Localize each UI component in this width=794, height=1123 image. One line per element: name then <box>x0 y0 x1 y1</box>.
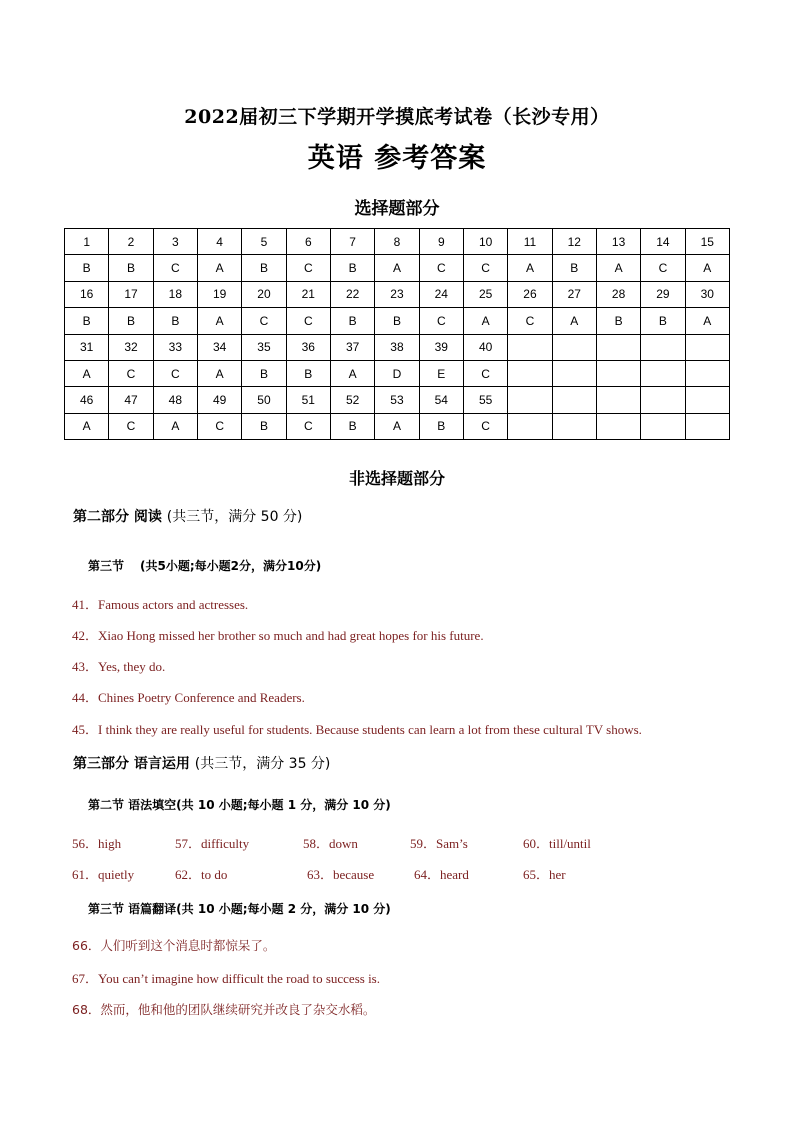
answer-cell: C <box>109 413 153 439</box>
grammar-row-2 <box>0 864 794 882</box>
question-number-cell: 30 <box>685 281 729 307</box>
answer-key-row <box>65 413 730 439</box>
part2-subheading-detail: (共5小题;每小题2分，满分10分) <box>140 559 322 573</box>
answer-cell: A <box>552 308 596 334</box>
answer-key-row <box>65 255 730 281</box>
answer-cell: B <box>242 360 286 386</box>
part2-heading-label: 第二部分 阅读 <box>73 509 162 525</box>
answer-cell: A <box>153 413 197 439</box>
reading-answer-41: 41．Famous actors and actresses. <box>72 597 249 612</box>
answer-cell: A <box>65 360 109 386</box>
question-number-row <box>65 281 730 307</box>
answer-cell: B <box>109 255 153 281</box>
question-number-cell: 52 <box>330 387 374 413</box>
answer-cell <box>596 413 640 439</box>
answer-cell: A <box>375 255 419 281</box>
answer-cell: B <box>330 255 374 281</box>
question-number-cell: 16 <box>65 281 109 307</box>
question-number-cell: 18 <box>153 281 197 307</box>
answer-cell: B <box>153 308 197 334</box>
question-number-cell: 19 <box>197 281 241 307</box>
answer-cell: B <box>65 308 109 334</box>
question-number-cell <box>552 387 596 413</box>
answer-cell: A <box>685 308 729 334</box>
question-number-cell: 26 <box>508 281 552 307</box>
question-number-cell: 34 <box>197 334 241 360</box>
answer-cell: B <box>286 360 330 386</box>
answer-cell: C <box>463 255 507 281</box>
answer-cell: C <box>242 308 286 334</box>
answer-cell: B <box>419 413 463 439</box>
question-number-cell: 22 <box>330 281 374 307</box>
question-number-cell: 11 <box>508 229 552 255</box>
reading-answer-44: 44．Chines Poetry Conference and Readers. <box>72 690 305 705</box>
answer-key-row <box>65 360 730 386</box>
answer-cell: C <box>508 308 552 334</box>
question-number-row <box>65 229 730 255</box>
answer-cell <box>685 360 729 386</box>
question-number-cell: 33 <box>153 334 197 360</box>
part3-heading-score: (共三节，满分 35 分) <box>194 756 331 772</box>
grammar-answer-61: 61．quietly <box>72 867 135 882</box>
answer-cell: A <box>375 413 419 439</box>
question-number-cell: 6 <box>286 229 330 255</box>
translation-answer-67: 67．You can’t imagine how difficult the road to success is. <box>72 971 380 986</box>
answer-cell <box>508 360 552 386</box>
answer-key-row <box>65 308 730 334</box>
question-number-cell: 49 <box>197 387 241 413</box>
part3-heading <box>73 753 330 773</box>
question-number-cell: 27 <box>552 281 596 307</box>
answer-cell <box>552 360 596 386</box>
answer-cell: B <box>242 255 286 281</box>
question-number-row <box>65 387 730 413</box>
answer-cell <box>596 360 640 386</box>
question-number-cell: 29 <box>641 281 685 307</box>
question-number-cell: 48 <box>153 387 197 413</box>
question-number-cell: 28 <box>596 281 640 307</box>
grammar-answer-65: 65．her <box>523 867 566 882</box>
answer-cell: C <box>286 413 330 439</box>
part2-subheading-label: 第三节 <box>88 559 125 573</box>
answer-cell <box>641 360 685 386</box>
grammar-answer-57: 57．difficulty <box>175 836 250 851</box>
answer-cell: B <box>552 255 596 281</box>
question-number-cell: 50 <box>242 387 286 413</box>
grammar-subheading: 第二节 语法填空(共 10 小题;每小题 1 分，满分 10 分) <box>88 798 391 812</box>
answer-cell: B <box>109 308 153 334</box>
answer-cell: C <box>153 360 197 386</box>
question-number-cell <box>596 334 640 360</box>
grammar-answer-63: 63．because <box>307 867 375 882</box>
answer-cell: C <box>419 255 463 281</box>
answer-cell: C <box>419 308 463 334</box>
answer-cell: C <box>286 308 330 334</box>
answer-cell: A <box>685 255 729 281</box>
question-number-cell: 8 <box>375 229 419 255</box>
translation-subheading: 第三节 语篇翻译(共 10 小题;每小题 2 分，满分 10 分) <box>88 902 391 916</box>
non-mc-section-title: 非选择题部分 <box>348 469 445 488</box>
question-number-cell: 21 <box>286 281 330 307</box>
answer-cell: A <box>463 308 507 334</box>
question-number-cell: 53 <box>375 387 419 413</box>
answer-cell: B <box>330 308 374 334</box>
question-number-cell: 39 <box>419 334 463 360</box>
question-number-cell: 7 <box>330 229 374 255</box>
question-number-cell <box>641 387 685 413</box>
part2-heading <box>73 506 302 526</box>
answer-cell <box>508 413 552 439</box>
question-number-cell: 2 <box>109 229 153 255</box>
reading-answer-42: 42．Xiao Hong missed her brother so much and had great hopes for his future. <box>72 628 484 643</box>
question-number-cell: 24 <box>419 281 463 307</box>
answer-cell: A <box>65 413 109 439</box>
question-number-cell <box>508 387 552 413</box>
answer-cell: B <box>242 413 286 439</box>
question-number-cell <box>596 387 640 413</box>
question-number-cell: 35 <box>242 334 286 360</box>
answer-cell: A <box>330 360 374 386</box>
reading-answer-45: 45．I think they are really useful for students. Because students can learn a lot from these cultural TV shows. <box>72 722 642 737</box>
grammar-answer-60: 60．till/until <box>523 836 591 851</box>
question-number-cell: 1 <box>65 229 109 255</box>
question-number-cell <box>508 334 552 360</box>
grammar-answer-58: 58．down <box>303 836 358 851</box>
exam-title: 2022届初三下学期开学摸底考试卷（长沙专用） <box>184 106 610 128</box>
answer-cell: C <box>286 255 330 281</box>
question-number-cell: 15 <box>685 229 729 255</box>
part3-heading-label: 第三部分 语言运用 <box>73 756 190 772</box>
answer-cell <box>641 413 685 439</box>
answer-cell: C <box>463 360 507 386</box>
translation-answer-68: 68．然而，他和他的团队继续研究并改良了杂交水稻。 <box>72 1002 376 1017</box>
answer-cell: E <box>419 360 463 386</box>
question-number-cell: 51 <box>286 387 330 413</box>
answer-cell: A <box>197 255 241 281</box>
answer-cell: D <box>375 360 419 386</box>
subject-title: 英语 参考答案 <box>307 143 487 174</box>
grammar-row-1 <box>0 833 794 851</box>
question-number-cell: 20 <box>242 281 286 307</box>
answer-cell: C <box>109 360 153 386</box>
answer-cell: B <box>641 308 685 334</box>
question-number-cell: 17 <box>109 281 153 307</box>
answer-cell: A <box>197 308 241 334</box>
answer-cell: C <box>463 413 507 439</box>
grammar-answer-64: 64．heard <box>414 867 469 882</box>
answer-cell: B <box>65 255 109 281</box>
part2-heading-score: (共三节，满分 50 分) <box>166 509 303 525</box>
question-number-cell: 55 <box>463 387 507 413</box>
mc-section-title: 选择题部分 <box>354 199 440 219</box>
question-number-cell: 25 <box>463 281 507 307</box>
answer-cell <box>552 413 596 439</box>
question-number-cell: 5 <box>242 229 286 255</box>
answer-cell: B <box>330 413 374 439</box>
part2-subheading <box>88 557 321 574</box>
answer-cell: A <box>197 360 241 386</box>
question-number-cell: 31 <box>65 334 109 360</box>
question-number-cell: 38 <box>375 334 419 360</box>
answer-cell: B <box>596 308 640 334</box>
question-number-cell: 4 <box>197 229 241 255</box>
question-number-cell: 10 <box>463 229 507 255</box>
question-number-cell: 40 <box>463 334 507 360</box>
grammar-answer-62: 62．to do <box>175 867 228 882</box>
answer-cell: C <box>641 255 685 281</box>
answer-cell: C <box>153 255 197 281</box>
answer-cell: B <box>375 308 419 334</box>
question-number-cell: 12 <box>552 229 596 255</box>
question-number-cell: 9 <box>419 229 463 255</box>
question-number-cell: 3 <box>153 229 197 255</box>
question-number-cell: 23 <box>375 281 419 307</box>
question-number-cell: 13 <box>596 229 640 255</box>
translation-answer-66: 66．人们听到这个消息时都惊呆了。 <box>72 938 276 953</box>
answer-cell: A <box>596 255 640 281</box>
question-number-cell <box>641 334 685 360</box>
question-number-cell: 46 <box>65 387 109 413</box>
reading-answer-43: 43．Yes, they do. <box>72 659 166 674</box>
question-number-cell: 37 <box>330 334 374 360</box>
question-number-cell <box>685 334 729 360</box>
question-number-cell: 54 <box>419 387 463 413</box>
grammar-answer-59: 59．Sam’s <box>410 836 468 851</box>
answer-cell: A <box>508 255 552 281</box>
answer-cell: C <box>197 413 241 439</box>
answer-table <box>64 228 730 440</box>
question-number-cell: 32 <box>109 334 153 360</box>
grammar-answer-56: 56．high <box>72 836 122 851</box>
question-number-row <box>65 334 730 360</box>
answer-cell <box>685 413 729 439</box>
question-number-cell <box>685 387 729 413</box>
question-number-cell <box>552 334 596 360</box>
question-number-cell: 14 <box>641 229 685 255</box>
question-number-cell: 47 <box>109 387 153 413</box>
question-number-cell: 36 <box>286 334 330 360</box>
